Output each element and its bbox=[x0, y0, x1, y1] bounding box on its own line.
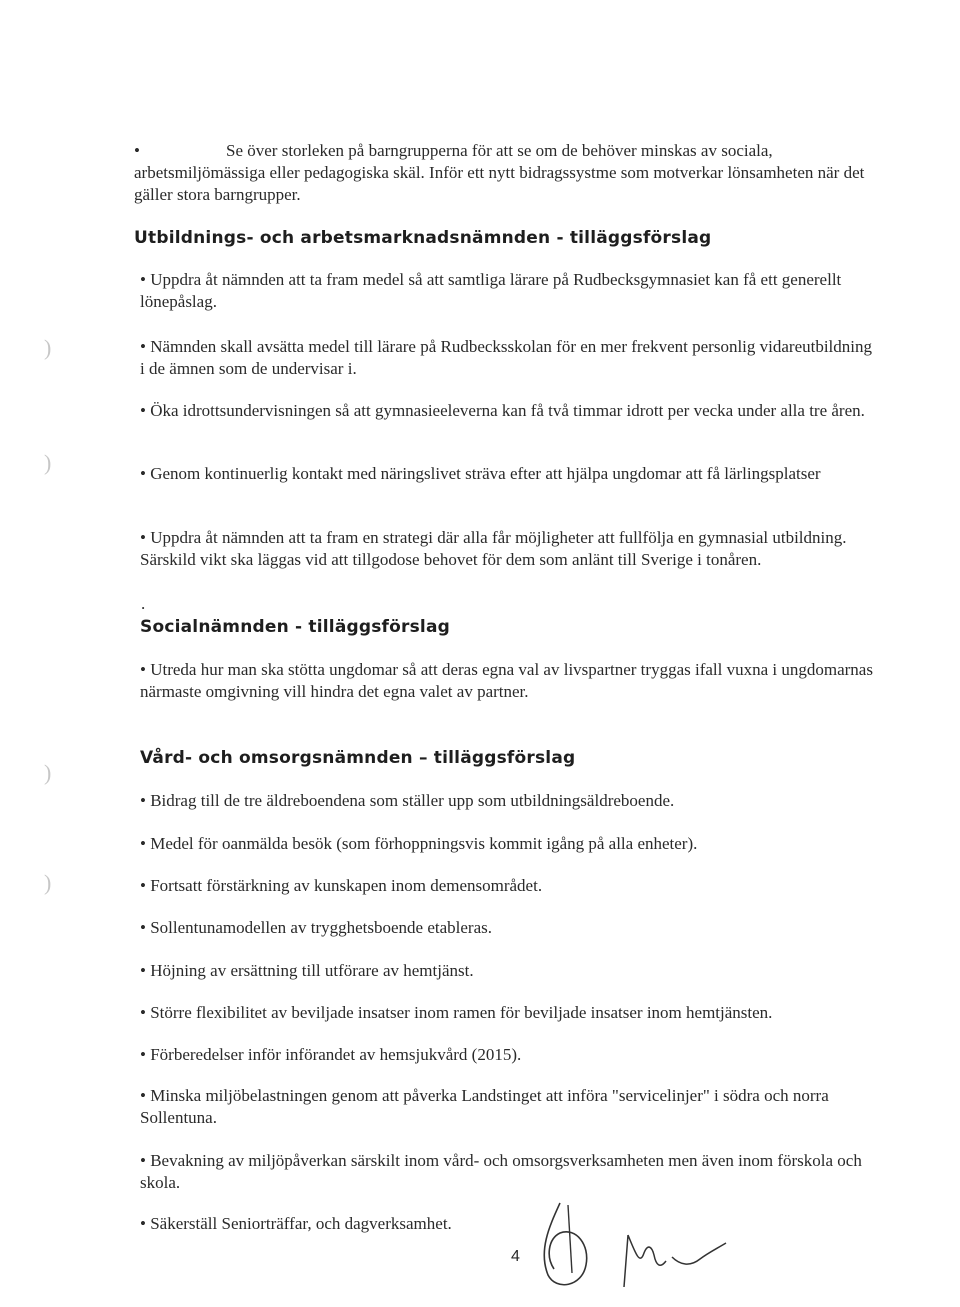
item-text: Bidrag till de tre äldreboendena som ställer upp som utbildningsäldreboende. bbox=[150, 791, 675, 810]
item-text: Större flexibilitet av beviljade insatser inom ramen för beviljade insatser inom hemtjänsten. bbox=[150, 1003, 773, 1022]
bullet: • bbox=[140, 660, 146, 679]
page-number: 4 bbox=[511, 1248, 520, 1265]
list-item bbox=[140, 400, 880, 422]
margin-mark: ) bbox=[44, 870, 52, 895]
handwritten-initials bbox=[520, 1195, 750, 1295]
list-item bbox=[140, 269, 880, 313]
margin-mark: ) bbox=[44, 450, 52, 475]
item-text: Nämnden skall avsätta medel till lärare på Rudbecksskolan för en mer frekvent personlig vidareutbildning i de ämnen som de undervisar i. bbox=[140, 337, 873, 378]
section-heading-vard: Vård- och omsorgsnämnden – tilläggsförslag bbox=[140, 748, 576, 768]
list-item bbox=[140, 960, 880, 982]
list-item bbox=[140, 1085, 880, 1129]
section-heading-utbildning: Utbildnings- och arbetsmarknadsnämnden - tilläggsförslag bbox=[134, 228, 712, 248]
bullet: • bbox=[140, 1086, 146, 1105]
intro-paragraph bbox=[134, 140, 874, 206]
bullet: • bbox=[140, 528, 146, 547]
item-text: Fortsatt förstärkning av kunskapen inom demensområdet. bbox=[150, 876, 543, 895]
item-text: Minska miljöbelastningen genom att påverka Landstinget att införa "servicelinjer" i södra och norra Sollentuna. bbox=[140, 1086, 829, 1127]
bullet: • bbox=[140, 791, 146, 810]
item-text: Genom kontinuerlig kontakt med näringslivet sträva efter att hjälpa ungdomar att få lärlingsplatser bbox=[150, 464, 821, 483]
list-item bbox=[140, 833, 880, 855]
intro-text: Se över storleken på barngrupperna för att se om de behöver minskas av sociala, arbetsmiljömässiga eller pedagogiska skäl. Inför ett nytt bidragssystme som motverkar lönsamheten när det gäller stora barngrupper. bbox=[134, 141, 865, 204]
item-text: Utreda hur man ska stötta ungdomar så att deras egna val av livspartner tryggas ifall vuxna i ungdomarnas närmaste omgivning vill hindra det egna valet av partner. bbox=[140, 660, 873, 701]
item-text: Förberedelser inför införandet av hemsjukvård (2015). bbox=[150, 1045, 522, 1064]
bullet: • bbox=[140, 1214, 146, 1233]
bullet: • bbox=[140, 961, 146, 980]
list-item bbox=[140, 1002, 880, 1024]
item-text: Säkerställ Seniorträffar, och dagverksamhet. bbox=[150, 1214, 452, 1233]
item-text: Medel för oanmälda besök (som förhoppningsvis kommit igång på alla enheter). bbox=[150, 834, 698, 853]
section-heading-social: Socialnämnden - tilläggsförslag bbox=[140, 617, 450, 637]
list-item bbox=[140, 659, 880, 703]
list-item bbox=[140, 917, 880, 939]
list-item bbox=[140, 1044, 880, 1066]
bullet: • bbox=[140, 876, 146, 895]
bullet: • bbox=[140, 337, 146, 356]
bullet: • bbox=[140, 1045, 146, 1064]
bullet: • bbox=[140, 464, 146, 483]
item-text: Bevakning av miljöpåverkan särskilt inom vård- och omsorgsverksamheten men även inom förskola och skola. bbox=[140, 1151, 862, 1192]
bullet: • bbox=[140, 401, 146, 420]
item-text: Sollentunamodellen av trygghetsboende etableras. bbox=[150, 918, 492, 937]
separator-dot: . bbox=[141, 594, 146, 613]
list-item bbox=[140, 1150, 880, 1194]
bullet: • bbox=[140, 1151, 146, 1170]
bullet: • bbox=[140, 834, 146, 853]
margin-mark: ) bbox=[44, 335, 52, 360]
margin-mark: ) bbox=[44, 760, 52, 785]
bullet: • bbox=[134, 141, 140, 160]
item-text: Öka idrottsundervisningen så att gymnasieeleverna kan få två timmar idrott per vecka under alla tre åren. bbox=[150, 401, 865, 420]
list-item bbox=[140, 875, 880, 897]
bullet: • bbox=[140, 918, 146, 937]
item-text: Höjning av ersättning till utförare av hemtjänst. bbox=[150, 961, 474, 980]
bullet: • bbox=[140, 1003, 146, 1022]
list-item bbox=[140, 527, 880, 571]
list-item bbox=[140, 336, 880, 380]
list-item bbox=[140, 463, 880, 485]
item-text: Uppdra åt nämnden att ta fram medel så att samtliga lärare på Rudbecksgymnasiet kan få ett generellt lönepåslag. bbox=[140, 270, 842, 311]
item-text: Uppdra åt nämnden att ta fram en strategi där alla får möjligheter att fullfölja en gymnasial utbildning. Särskild vikt ska läggas vid att tillgodose behovet för dem som anlänt till Sverige i tonåren. bbox=[140, 528, 847, 569]
list-item bbox=[140, 790, 880, 812]
bullet: • bbox=[140, 270, 146, 289]
list-item bbox=[140, 1213, 540, 1235]
